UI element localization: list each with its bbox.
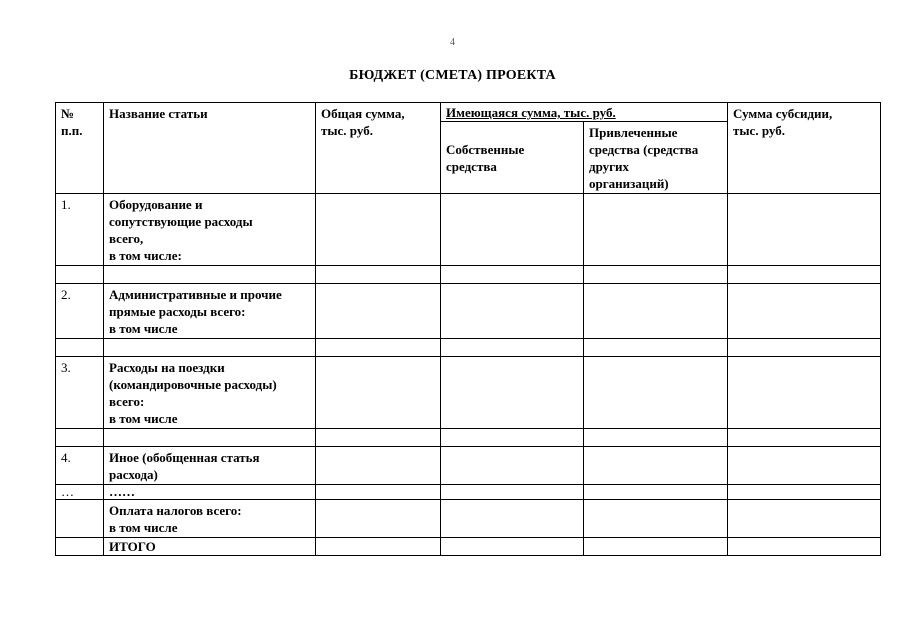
cell-total [316,284,441,339]
cell-subsidy [728,194,881,266]
table-row [56,500,881,538]
row-name: Иное (обобщенная статья расхода) [104,447,316,485]
header-own: Собственные средства [441,122,584,194]
row-num [56,500,104,538]
row-num: 4. [56,447,104,485]
table-row [56,284,881,339]
document-title: БЮДЖЕТ (СМЕТА) ПРОЕКТА [349,68,556,83]
row-name: Оборудование и сопутствующие расходы всего, в том числе: [104,194,316,266]
cell-attracted [584,500,728,538]
table-row [56,485,881,500]
cell-own [441,538,584,556]
table-row-blank [56,339,881,357]
budget-table [55,102,881,556]
row-num: 2. [56,284,104,339]
cell-subsidy [728,357,881,429]
cell-total [316,485,441,500]
header-subsidy: Сумма субсидии, тыс. руб. [728,103,881,194]
row-num: 3. [56,357,104,429]
table-row-blank [56,266,881,284]
cell-total [316,447,441,485]
cell-own [441,485,584,500]
row-name: Оплата налогов всего: в том числе [104,500,316,538]
cell-own [441,284,584,339]
cell-attracted [584,194,728,266]
cell-subsidy [728,538,881,556]
cell-subsidy [728,485,881,500]
table-row [56,357,881,429]
header-available: Имеющаяся сумма, тыс. руб. [441,103,728,122]
header-name: Название статьи [104,103,316,194]
table-row-blank [56,429,881,447]
row-name: ИТОГО [104,538,316,556]
header-num: № п.п. [56,103,104,194]
cell-own [441,357,584,429]
cell-total [316,357,441,429]
row-name: Расходы на поездки (командировочные расходы) всего: в том числе [104,357,316,429]
cell-subsidy [728,284,881,339]
row-num: 1. [56,194,104,266]
cell-attracted [584,284,728,339]
table-row [56,447,881,485]
cell-own [441,194,584,266]
cell-own [441,500,584,538]
cell-attracted [584,357,728,429]
cell-attracted [584,485,728,500]
cell-subsidy [728,500,881,538]
header-total: Общая сумма, тыс. руб. [316,103,441,194]
cell-total [316,500,441,538]
cell-attracted [584,538,728,556]
cell-own [441,447,584,485]
header-attracted: Привлеченные средства (средства других организаций) [584,122,728,194]
page-number: 4 [450,37,455,48]
table-row [56,194,881,266]
cell-total [316,538,441,556]
table-row-total [56,538,881,556]
cell-attracted [584,447,728,485]
header-row [56,103,881,122]
row-num [56,538,104,556]
row-name: …… [104,485,316,500]
cell-total [316,194,441,266]
row-name: Административные и прочие прямые расходы всего: в том числе [104,284,316,339]
cell-subsidy [728,447,881,485]
row-num: … [56,485,104,500]
